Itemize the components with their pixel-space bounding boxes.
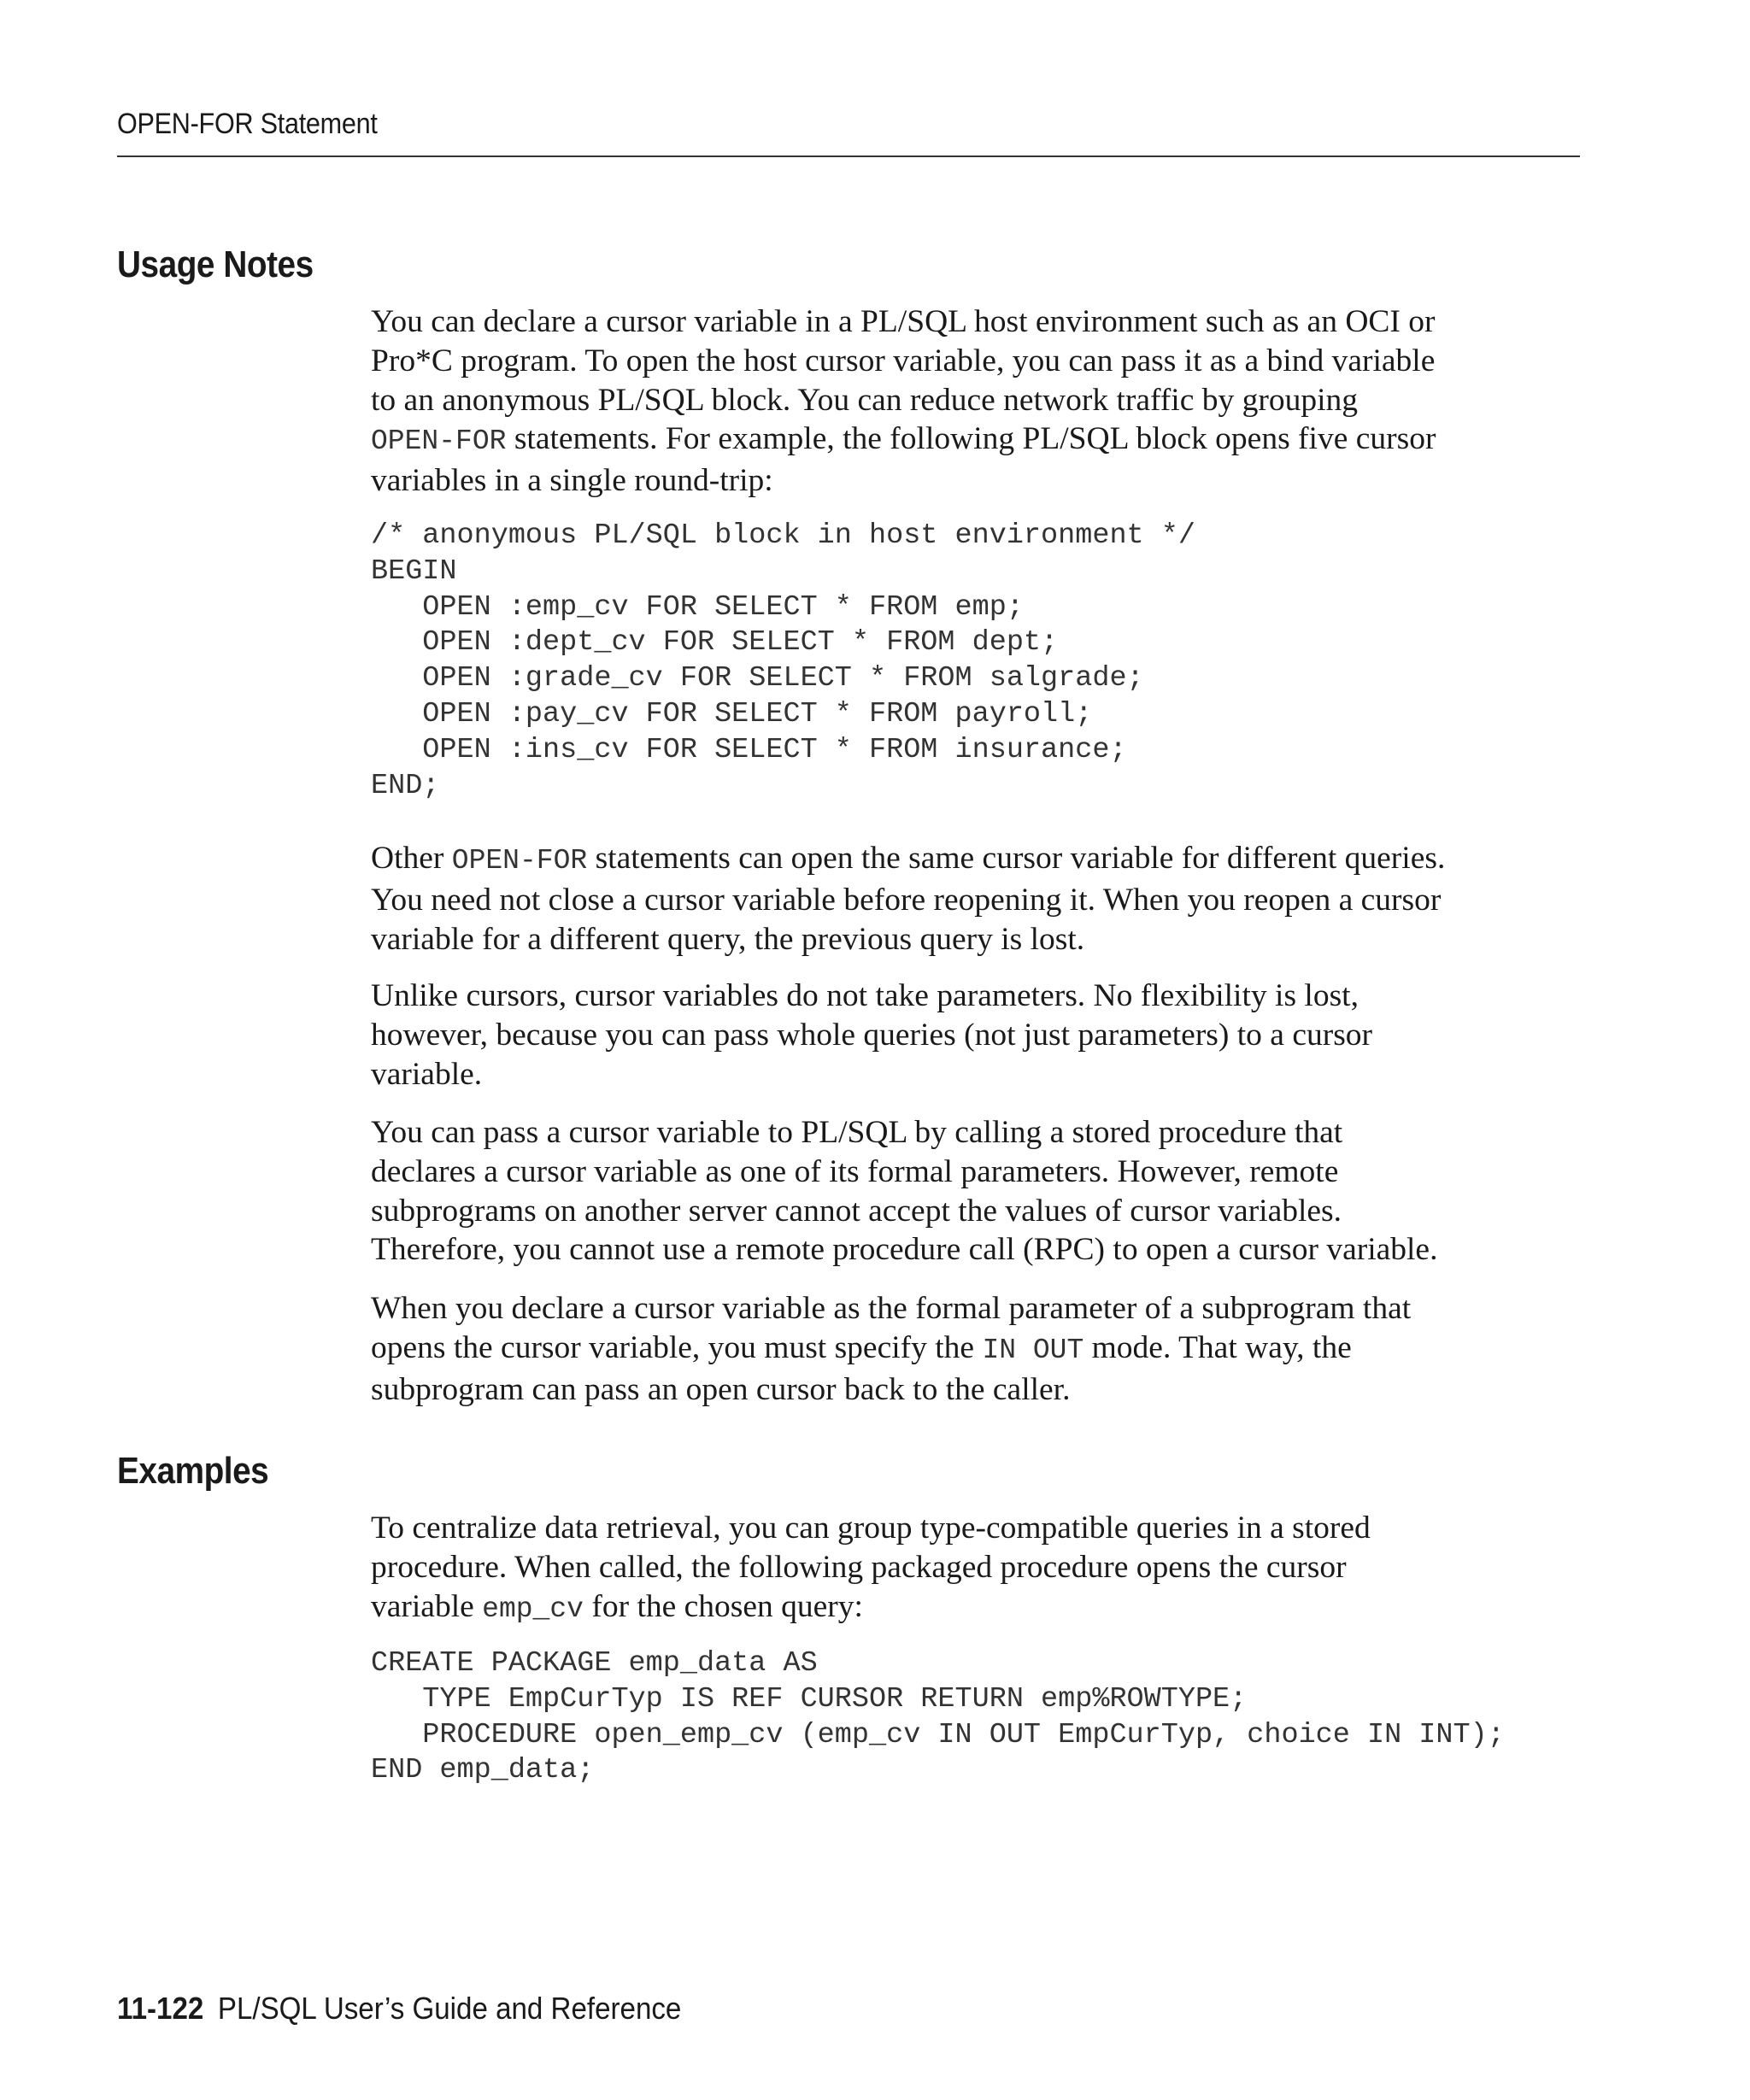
paragraph-line: You can pass a cursor variable to PL/SQL by calling a stored procedure that xyxy=(371,1115,1343,1150)
paragraph-line: however, because you can pass whole queries (not just parameters) to a cursor xyxy=(371,1017,1373,1053)
book-title: PL/SQL User’s Guide and Reference xyxy=(217,1991,682,2026)
paragraph-text: statements can open the same cursor variable for different queries. xyxy=(587,841,1446,876)
code-line: OPEN :emp_cv FOR SELECT * FROM emp; xyxy=(371,590,1024,624)
code-line: END; xyxy=(371,769,440,802)
paragraph-line: variables in a single round-trip: xyxy=(371,463,773,499)
usage-notes-paragraph-2 xyxy=(371,839,1584,959)
paragraph-line: To centralize data retrieval, you can group type-compatible queries in a stored xyxy=(371,1510,1371,1546)
examples-paragraph-1 xyxy=(371,1509,1584,1628)
paragraph-line: Pro*C program. To open the host cursor variable, you can pass it as a bind variable xyxy=(371,343,1436,378)
usage-notes-paragraph-3 xyxy=(371,977,1584,1094)
code-line: /* anonymous PL/SQL block in host environment */ xyxy=(371,519,1195,552)
paragraph-text: for the chosen query: xyxy=(583,1588,863,1624)
inline-code: OPEN-FOR xyxy=(451,845,588,877)
usage-notes-heading: Usage Notes xyxy=(117,243,314,285)
paragraph-line: declares a cursor variable as one of its formal parameters. However, remote xyxy=(371,1153,1339,1189)
paragraph-line xyxy=(371,1329,1584,1370)
code-line: OPEN :grade_cv FOR SELECT * FROM salgrade; xyxy=(371,662,1144,695)
code-line: OPEN :dept_cv FOR SELECT * FROM dept; xyxy=(371,626,1059,660)
examples-heading: Examples xyxy=(117,1450,269,1492)
code-line: OPEN :ins_cv FOR SELECT * FROM insurance; xyxy=(371,733,1127,766)
paragraph-line: subprograms on another server cannot accept the values of cursor variables. xyxy=(371,1193,1342,1229)
page-number: 11-122 xyxy=(117,1991,204,2026)
paragraph-line: procedure. When called, the following packaged procedure opens the cursor xyxy=(371,1549,1347,1585)
usage-notes-paragraph-5 xyxy=(371,1289,1584,1409)
paragraph-text: variable xyxy=(371,1588,483,1624)
code-line: CREATE PACKAGE emp_data AS xyxy=(371,1647,818,1680)
code-block-package-spec xyxy=(371,1646,1584,1789)
paragraph-line xyxy=(371,419,1584,461)
inline-code: IN OUT xyxy=(982,1334,1084,1366)
paragraph-text: opens the cursor variable, you must specify the xyxy=(371,1329,983,1365)
paragraph-text: Other xyxy=(371,841,452,876)
paragraph-line: Unlike cursors, cursor variables do not take parameters. No flexibility is lost, xyxy=(371,978,1359,1013)
paragraph-line xyxy=(371,1587,1584,1629)
paragraph-text: statements. For example, the following PL/SQL block opens five cursor xyxy=(506,421,1436,457)
inline-code: OPEN-FOR xyxy=(371,425,507,458)
inline-code: emp_cv xyxy=(482,1593,584,1625)
code-line: END emp_data; xyxy=(371,1754,595,1787)
paragraph-line: variable for a different query, the previous query is lost. xyxy=(371,921,1085,957)
code-line: OPEN :pay_cv FOR SELECT * FROM payroll; xyxy=(371,697,1093,730)
paragraph-line: variable. xyxy=(371,1056,483,1092)
paragraph-line xyxy=(371,839,1584,881)
code-line: TYPE EmpCurTyp IS REF CURSOR RETURN emp%ROWTYPE; xyxy=(371,1682,1248,1716)
paragraph-line: to an anonymous PL/SQL block. You can reduce network traffic by grouping xyxy=(371,382,1359,418)
usage-notes-paragraph-1 xyxy=(371,302,1584,501)
code-block-anonymous-block xyxy=(371,519,1584,804)
paragraph-line: You can declare a cursor variable in a PL/SQL host environment such as an OCI or xyxy=(371,304,1436,339)
code-line: BEGIN xyxy=(371,554,457,588)
paragraph-line: subprogram can pass an open cursor back to the caller. xyxy=(371,1371,1071,1407)
paragraph-line: You need not close a cursor variable before reopening it. When you reopen a cursor xyxy=(371,882,1442,918)
paragraph-line: Therefore, you cannot use a remote procedure call (RPC) to open a cursor variable. xyxy=(371,1232,1438,1268)
paragraph-line: When you declare a cursor variable as the formal parameter of a subprogram that xyxy=(371,1291,1412,1326)
running-header: OPEN-FOR Statement xyxy=(117,108,378,140)
page-footer xyxy=(117,1991,681,2027)
usage-notes-paragraph-4 xyxy=(371,1113,1584,1270)
paragraph-text: mode. That way, the xyxy=(1083,1329,1352,1365)
code-line: PROCEDURE open_emp_cv (emp_cv IN OUT EmpCurTyp, choice IN INT); xyxy=(371,1718,1505,1751)
header-rule xyxy=(117,155,1580,157)
